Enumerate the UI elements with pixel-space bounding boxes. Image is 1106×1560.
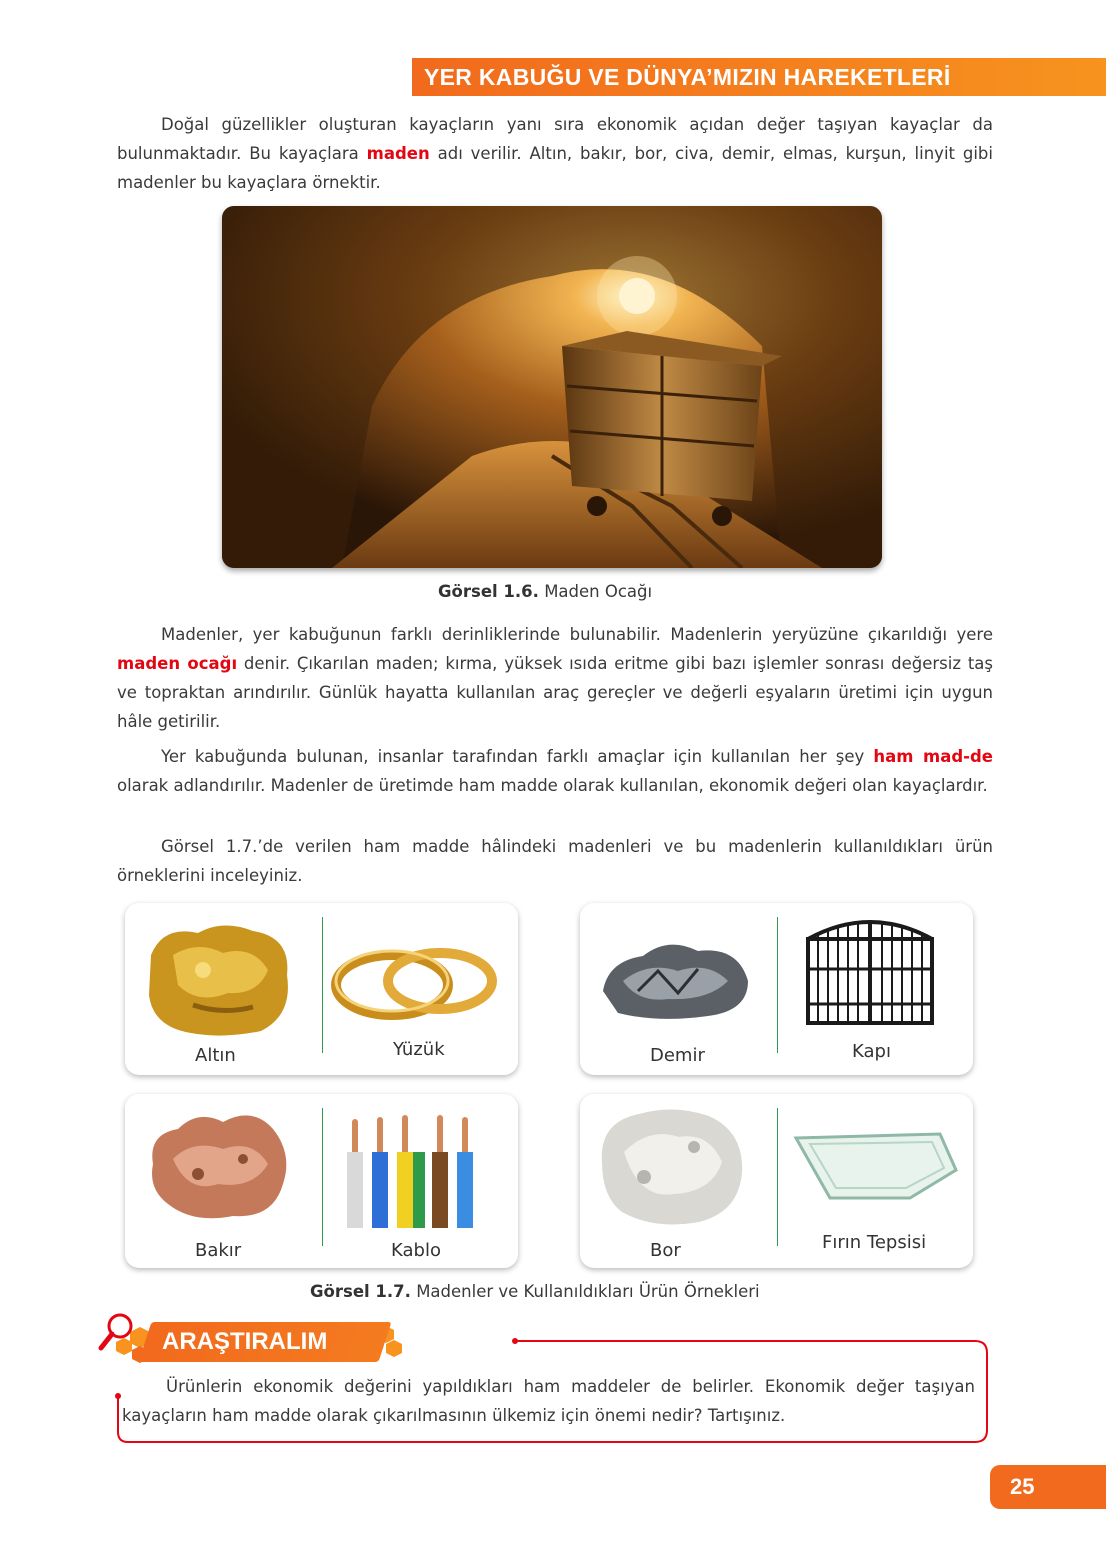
figure-2-caption	[310, 1282, 760, 1301]
page-number-box	[990, 1465, 1106, 1509]
figure-1-title: Maden Ocağı	[544, 582, 653, 601]
label-yuzuk: Yüzük	[393, 1039, 445, 1060]
glass-tray-image	[790, 1124, 960, 1204]
para2-text-2: denir. Çıkarılan maden; kırma, yüksek ısıda eritme gibi bazı işlemler sonrası değersiz taş ve topraktan arındırılır. Günlük hayatta kullanılan araç gereçler ve değerli eşyaların üretimi için uygun hâle getirilir.	[117, 654, 993, 731]
mine-paragraph	[117, 620, 993, 736]
card-boron-tray	[580, 1094, 973, 1268]
card-divider	[777, 917, 778, 1053]
label-altin: Altın	[195, 1045, 236, 1066]
label-bakir: Bakır	[195, 1240, 242, 1261]
page-title: YER KABUĞU VE DÜNYA’MIZIN HAREKETLERİ	[424, 64, 951, 90]
mine-tunnel-illustration	[222, 206, 882, 568]
boron-mineral-image	[594, 1102, 750, 1230]
gold-nugget-image	[143, 915, 295, 1039]
figure-1-number: Görsel 1.6.	[438, 582, 539, 601]
figure-1-caption	[438, 582, 652, 601]
card-divider	[322, 1108, 323, 1246]
research-title: ARAŞTIRALIM	[162, 1328, 328, 1355]
copper-nugget-image	[143, 1104, 293, 1224]
card-gold-ring	[125, 903, 518, 1075]
card-divider	[777, 1108, 778, 1246]
label-demir: Demir	[650, 1045, 705, 1066]
intro-text-2: adı verilir. Altın, bakır, bor, civa, demir, elmas, kurşun, linyit gibi madenler bu kayaçlara örnektir.	[117, 144, 993, 192]
rings-image	[330, 943, 502, 1025]
intro-paragraph	[117, 110, 993, 197]
page-number: 25	[1010, 1474, 1035, 1499]
figure-2-number: Görsel 1.7.	[310, 1282, 411, 1301]
iron-gate-image	[804, 909, 936, 1027]
cables-image	[335, 1112, 495, 1230]
term-maden-ocagi: maden ocağı	[117, 654, 238, 673]
mine-photo	[222, 206, 882, 568]
iron-ore-image	[598, 931, 753, 1021]
para3-text-1: Yer kabuğunda bulunan, insanlar tarafından farklı amaçlar için kullanılan her şey	[161, 747, 874, 766]
raw-material-paragraph	[117, 742, 993, 800]
term-ham-madde: ham mad-de	[873, 747, 994, 766]
intro-text-1: Doğal güzellikler oluşturan kayaçların yanı sıra ekonomik açıdan değer taşıyan kayaçlar da bulunmaktadır. Bu kayaçlara	[117, 115, 993, 163]
para3-text-2: olarak adlandırılır. Madenler de üretimde ham madde olarak kullanılan, ekonomik değeri olan kayaçlardır.	[117, 776, 988, 795]
label-bor: Bor	[650, 1240, 681, 1261]
magnifier-icon	[96, 1310, 138, 1356]
card-divider	[322, 917, 323, 1053]
figure-2-title: Madenler ve Kullanıldıkları Ürün Örnekleri	[416, 1282, 760, 1301]
label-kapi: Kapı	[852, 1041, 891, 1062]
card-iron-gate	[580, 903, 973, 1075]
research-paragraph	[122, 1372, 975, 1430]
para2-text-1: Madenler, yer kabuğunun farklı derinliklerinde bulunabilir. Madenlerin yeryüzüne çıkarıldığı yere	[161, 625, 993, 644]
card-copper-cable	[125, 1094, 518, 1268]
label-kablo: Kablo	[391, 1240, 441, 1261]
label-firin-tepsisi: Fırın Tepsisi	[822, 1232, 927, 1253]
examine-paragraph	[117, 832, 993, 890]
para4-text: Görsel 1.7.’de verilen ham madde hâlindeki madenleri ve bu madenlerin kullanıldıkları ürün örneklerini inceleyiniz.	[117, 837, 993, 885]
term-maden: maden	[366, 144, 430, 163]
research-text: Ürünlerin ekonomik değerini yapıldıkları ham maddeler de belirler. Ekonomik değer taşıyan kayaçların ham madde olarak çıkarılmasının ülkemiz için önemi nedir? Tartışınız.	[122, 1377, 975, 1425]
